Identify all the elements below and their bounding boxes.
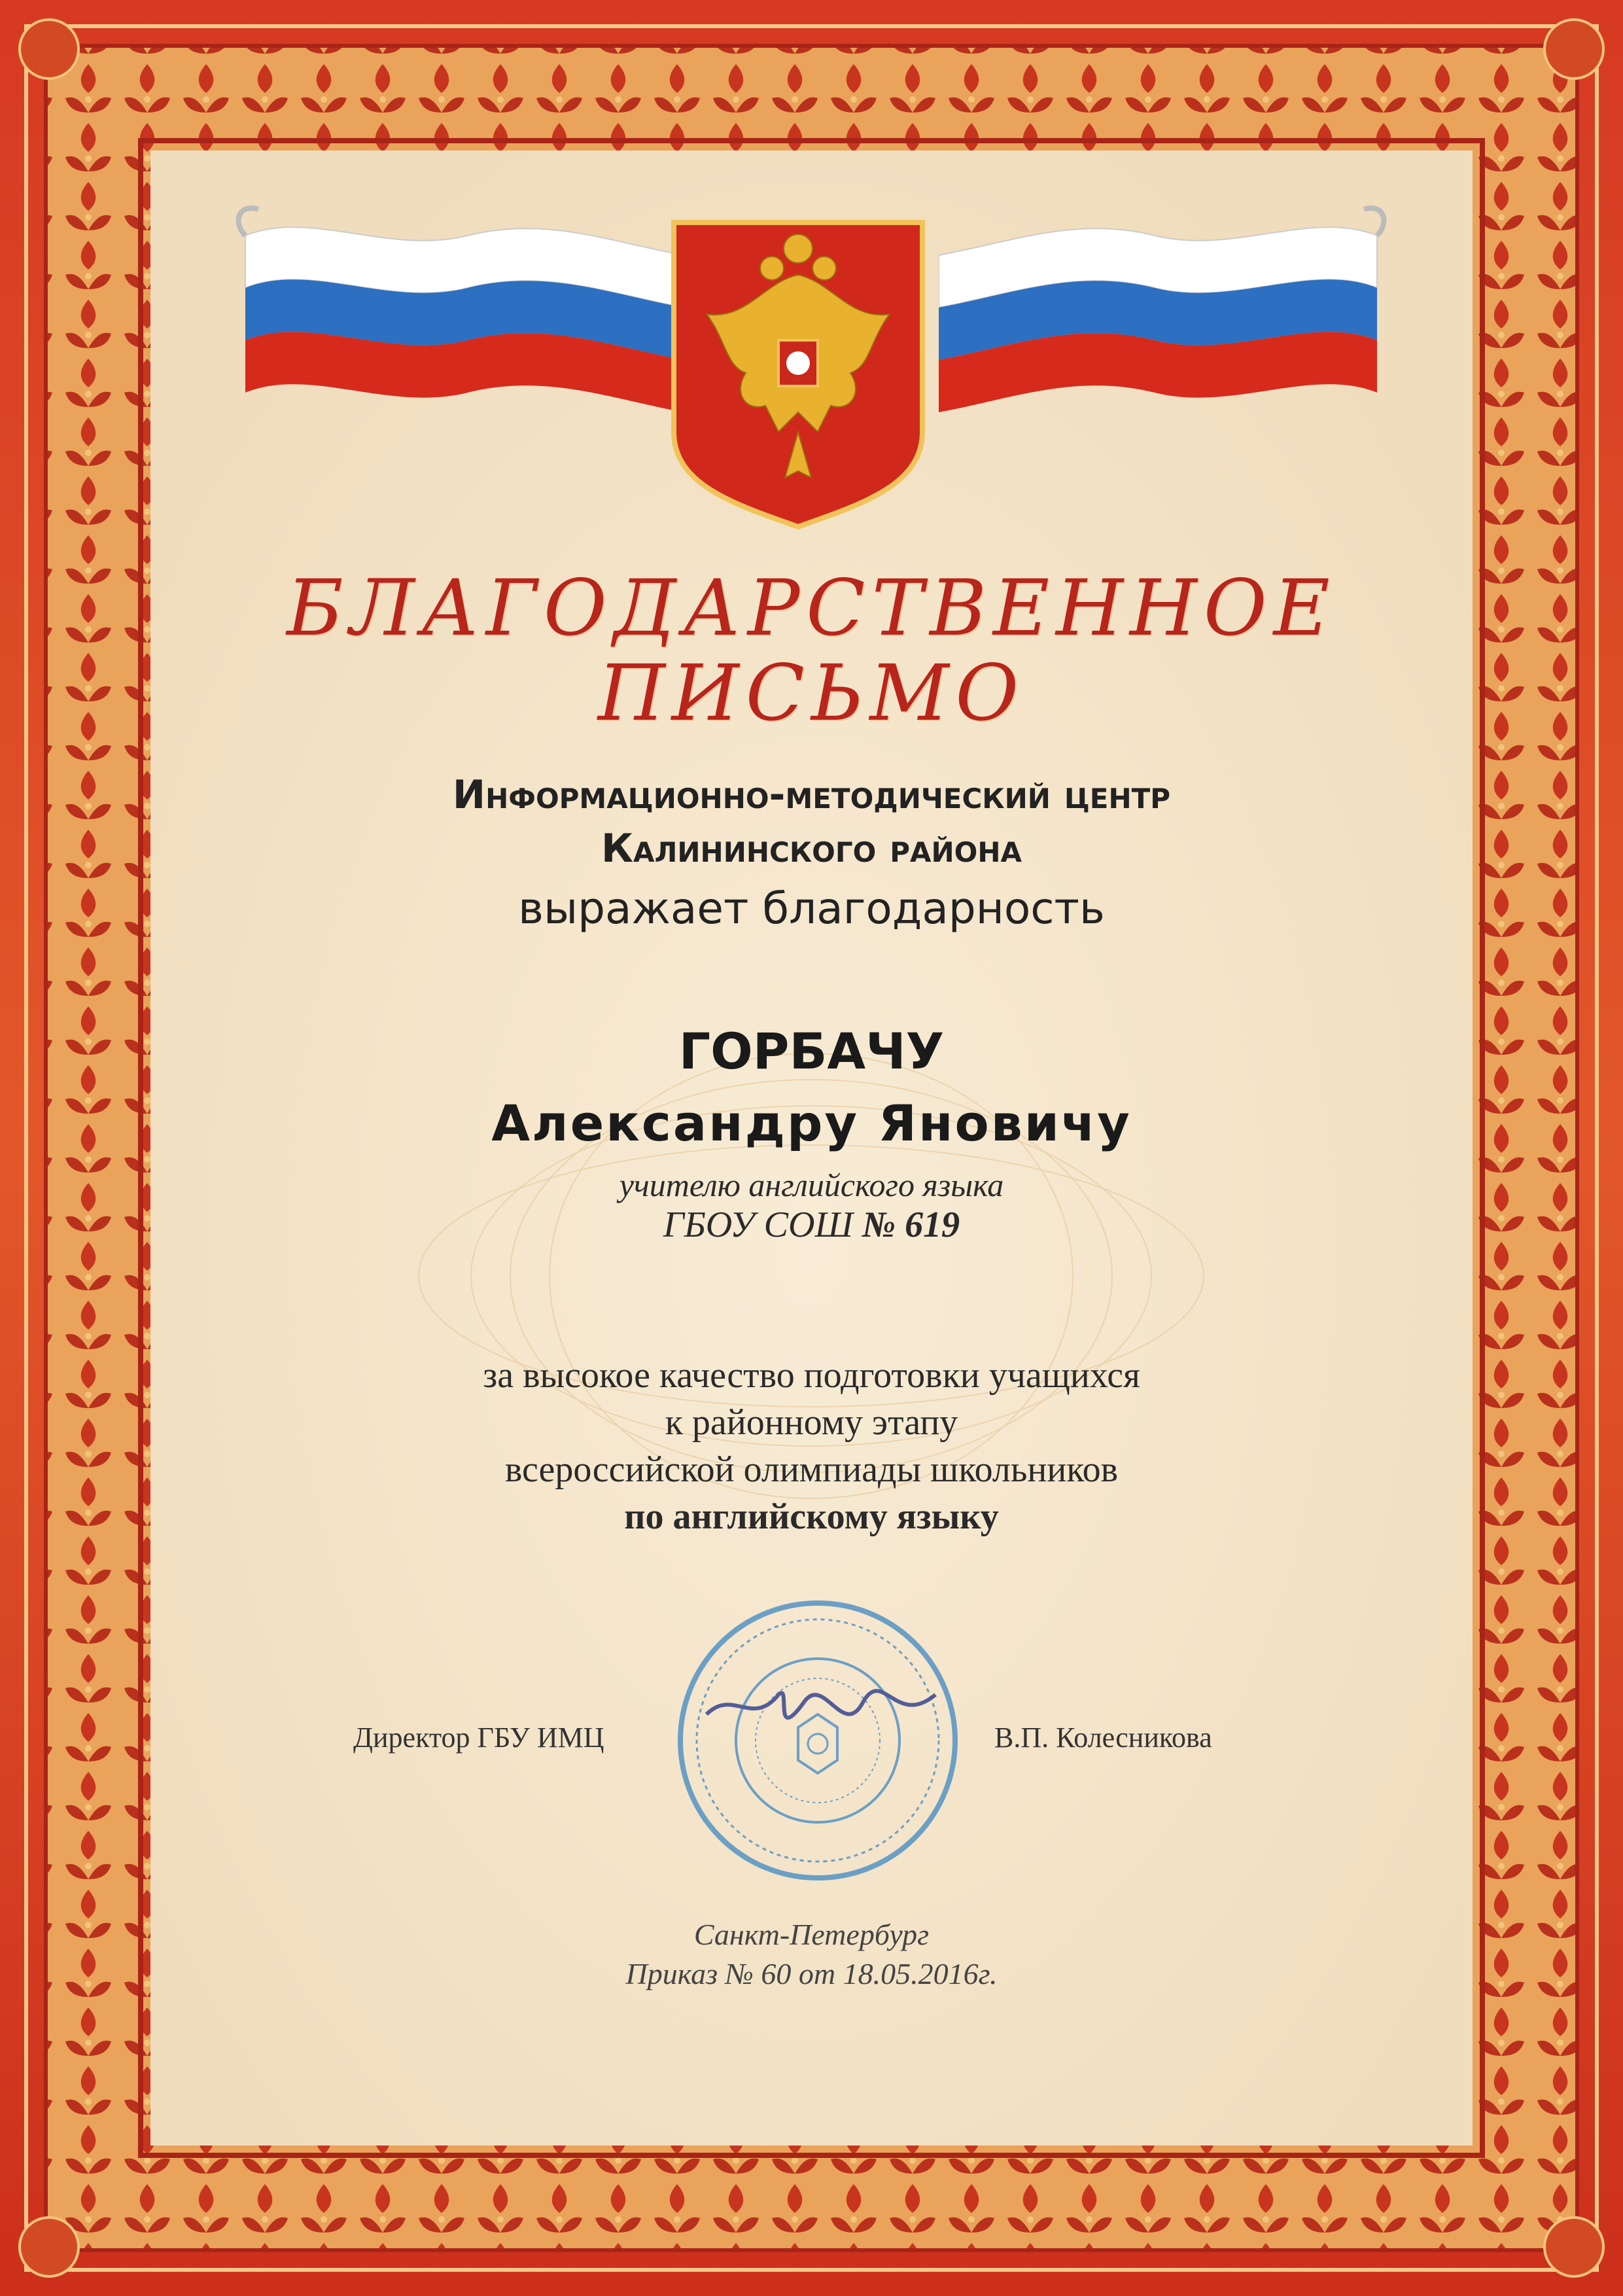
signature-role: Директор ГБУ ИМЦ [353,1722,604,1754]
organization-line1: Информационно-методический центр [452,772,1171,818]
document-title-line2: ПИСЬМО [597,648,1026,738]
footer-city: Санкт-Петербург [693,1918,930,1951]
flag-ribbon-right [939,196,1390,432]
recipient-school [0,1204,1623,1246]
recipient-surname: ГОРБАЧУ [678,1022,945,1080]
flag-ribbon-left [232,196,684,432]
russian-coat-of-arms-icon [667,216,929,530]
document-title-line1: БЛАГОДАРСТВЕННОЕ [287,563,1336,653]
signature-name: В.П. Колесникова [994,1722,1212,1754]
reason-line1: за высокое качество подготовки учащихся [483,1355,1140,1396]
reason-line4: по английскому языку [624,1496,999,1537]
school-prefix: ГБОУ СОШ [663,1205,853,1245]
organization-line2: Калининского района [601,826,1022,872]
reason-line2: к районному этапу [665,1402,958,1443]
expresses-gratitude: выражает благодарность [518,883,1105,934]
footer-order: Приказ № 60 от 18.05.2016г. [625,1957,998,1990]
recipient-position: учителю английского языка [619,1167,1004,1203]
reason-line3: всероссийской олимпиады школьников [504,1449,1119,1490]
round-seal-stamp [674,1597,962,1884]
recipient-name: Александру Яновичу [491,1094,1132,1152]
school-number: № 619 [862,1205,960,1245]
